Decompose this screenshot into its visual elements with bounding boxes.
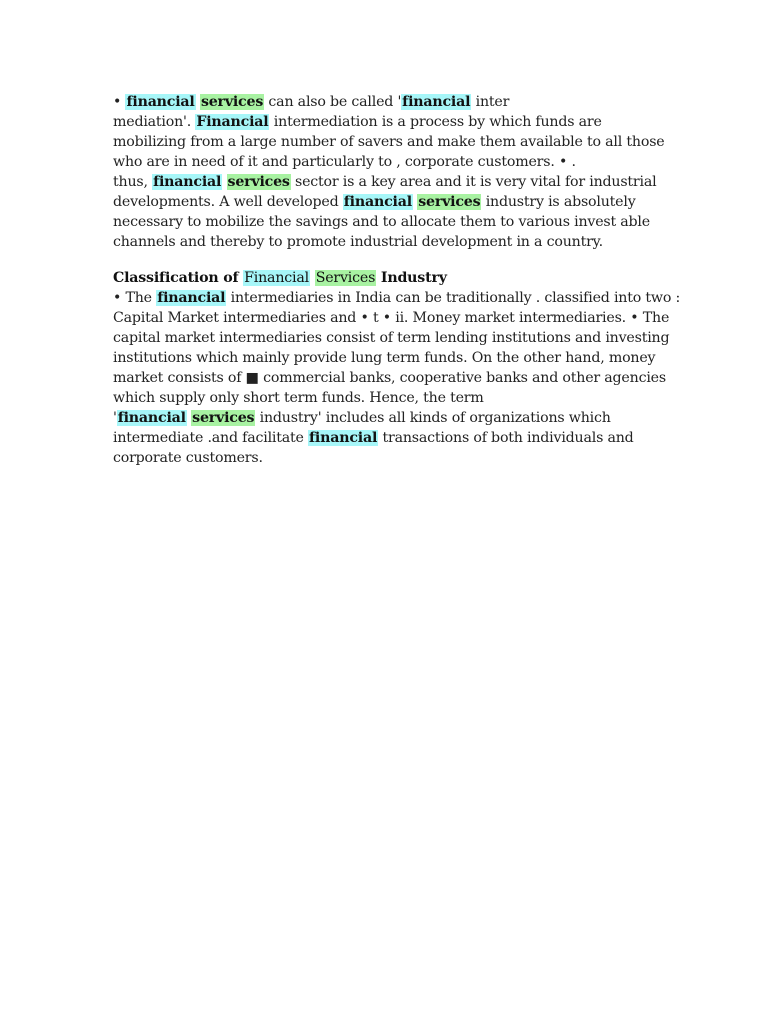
text-line — [113, 348, 673, 368]
paragraph-classification — [113, 288, 681, 468]
text-line — [113, 388, 673, 408]
highlight-services: services — [200, 94, 264, 110]
highlight-financial: financial — [117, 410, 186, 426]
text-run: capital market intermediaries consist of term lending institutions and investing — [113, 330, 670, 346]
text-run: industry' includes all kinds of organizations which — [255, 410, 611, 426]
highlight-financial: financial — [343, 194, 412, 210]
text-line — [113, 428, 673, 448]
text-line — [113, 132, 673, 152]
highlight-financial: Financial — [196, 114, 269, 130]
text-run: which supply only short term funds. Hence, the term — [113, 390, 484, 406]
text-run: Capital Market intermediaries and • t • ii. Money market intermediaries. • The — [113, 310, 670, 326]
text-line — [113, 308, 673, 328]
text-line — [113, 152, 673, 172]
text-run: mobilizing from a large number of savers and make them available to all those — [113, 134, 665, 150]
heading-text-run: Classification of — [113, 270, 244, 286]
text-run: necessary to mobilize the savings and to allocate them to various invest able — [113, 214, 650, 230]
text-line — [113, 408, 673, 428]
highlight-services: Services — [315, 270, 376, 286]
text-run: institutions which mainly provide lung term funds. On the other hand, money — [113, 350, 656, 366]
highlight-financial: financial — [126, 94, 195, 110]
text-run: intermediate .and facilitate — [113, 430, 309, 446]
text-run: who are in need of it and particularly to , corporate customers. • . — [113, 154, 576, 170]
text-run: thus, — [113, 174, 153, 190]
text-run: industry is absolutely — [481, 194, 636, 210]
document-content — [113, 92, 681, 468]
text-run: intermediaries in India can be traditionally . classified into two : — [226, 290, 681, 306]
text-run: mediation'. — [113, 114, 196, 130]
highlight-financial: financial — [309, 430, 378, 446]
text-line — [113, 232, 673, 252]
highlight-services: services — [418, 194, 481, 210]
text-line — [113, 112, 673, 132]
text-line — [113, 192, 673, 212]
text-run: market consists of ■ commercial banks, cooperative banks and other agencies — [113, 370, 666, 386]
heading-text-run: Industry — [376, 270, 447, 286]
paragraph-spacer — [113, 252, 673, 268]
text-run: intermediation is a process by which funds are — [269, 114, 602, 130]
highlight-financial: financial — [157, 290, 226, 306]
highlight-services: services — [227, 174, 290, 190]
text-line — [113, 172, 673, 192]
highlight-financial: Financial — [244, 270, 309, 286]
text-run: can also be called ' — [264, 94, 402, 110]
text-run: developments. A well developed — [113, 194, 343, 210]
highlight-financial: financial — [153, 174, 222, 190]
text-run — [222, 174, 226, 190]
text-line — [113, 328, 673, 348]
text-line — [113, 448, 673, 468]
text-run: sector is a key area and it is very vital for industrial — [290, 174, 657, 190]
text-line — [113, 212, 673, 232]
text-run: corporate customers. — [113, 450, 263, 466]
paragraph-intro — [113, 92, 673, 252]
text-run: transactions of both individuals and — [378, 430, 634, 446]
text-line — [113, 288, 681, 308]
text-run: ' — [113, 410, 117, 426]
text-line — [113, 368, 673, 388]
highlight-financial: financial — [402, 94, 471, 110]
text-line — [113, 92, 673, 112]
section-heading — [113, 268, 673, 288]
text-run: channels and thereby to promote industrial development in a country. — [113, 234, 603, 250]
text-run: • — [113, 94, 126, 110]
highlight-services: services — [192, 410, 255, 426]
text-run: inter — [471, 94, 510, 110]
heading-text-run — [310, 270, 315, 286]
text-run: • The — [113, 290, 157, 306]
